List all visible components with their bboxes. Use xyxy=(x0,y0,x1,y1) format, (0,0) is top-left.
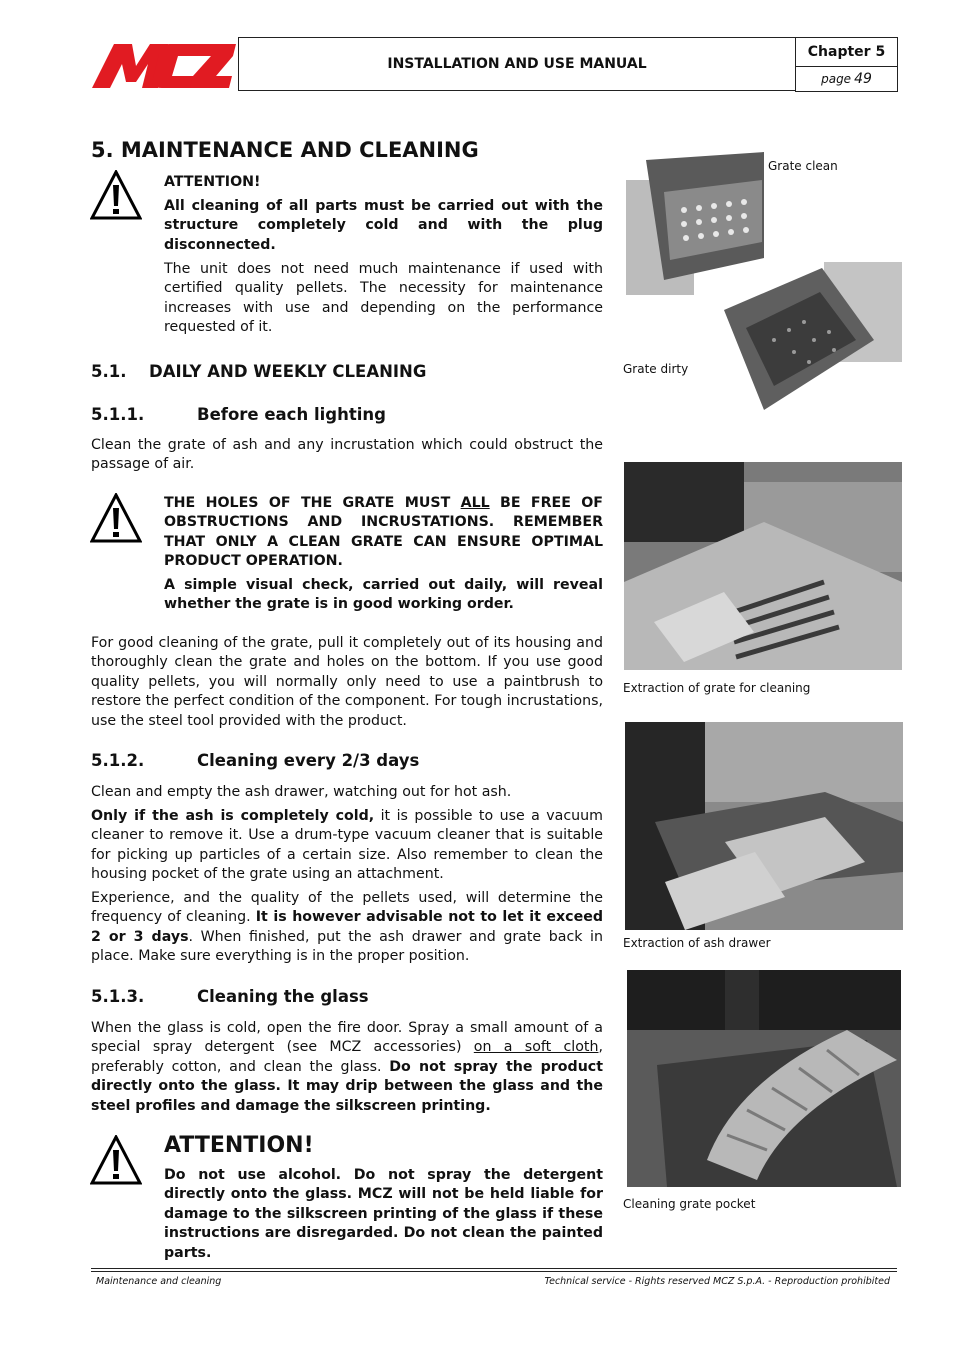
paragraph: For good cleaning of the grate, pull it completely out of its housing and thoroughly clean the grate and holes on the bottom. If you use good quality pellets, you will normally only need to use a paintbrush to restore the perfect condition of the component. For tough incrustations, use the steel tool provided with the product. xyxy=(91,635,603,729)
attention-heading: ATTENTION! xyxy=(164,1133,314,1158)
caption-grate-clean: Grate clean xyxy=(768,159,838,173)
chapter-label: Chapter 5 xyxy=(795,37,898,67)
subsubsection-title xyxy=(91,405,603,424)
footer-right: Technical service - Rights reserved MCZ S.p.A. - Reproduction prohibited xyxy=(544,1276,890,1287)
subsection-number: 5.1. xyxy=(91,362,127,381)
subsection-title-text: DAILY AND WEEKLY CLEANING xyxy=(149,362,427,381)
caption-grate-dirty: Grate dirty xyxy=(623,362,689,376)
footer-left: Maintenance and cleaning xyxy=(96,1276,222,1287)
paragraph: Clean the grate of ash and any incrustation which could obstruct the passage of air. xyxy=(91,437,603,473)
paragraph: When the glass is cold, open the fire door. Spray a small amount of a special spray detergent (see MCZ accessories) on a soft cloth, preferably cotton, and clean the glass. Do not spray the product directly onto the glass. It may drip between the glass and the steel profiles and damage the silkscreen printing. xyxy=(91,1020,604,1114)
attention-text: Do not use alcohol. Do not spray the detergent directly onto the glass. MCZ will not be held liable for damage to the silkscreen printing of the glass if these instructions are disregarded. Do not clean the painted parts. xyxy=(164,1167,603,1261)
subsubsection-number: 5.1.3. xyxy=(91,987,145,1006)
caption-ash-drawer: Extraction of ash drawer xyxy=(623,936,771,950)
footer-rule xyxy=(91,1271,897,1272)
page-label: page xyxy=(821,72,852,86)
paragraph: Experience, and the quality of the pellets used, will determine the frequency of cleaning. It is however advisable not to let it exceed 2 or 3 days. When finished, put the ash drawer and grate back in place. Make sure everything is in the proper position. xyxy=(91,890,603,965)
attention-label: ATTENTION! xyxy=(164,174,261,190)
grate-extraction-photo xyxy=(624,462,902,670)
header-title: INSTALLATION AND USE MANUAL xyxy=(238,37,796,91)
subsubsection-title xyxy=(91,751,603,770)
warning-icon xyxy=(90,170,142,220)
subsubsection-title-text: Before each lighting xyxy=(197,405,386,424)
page-number-value: 49 xyxy=(854,71,872,87)
subsubsection-number: 5.1.2. xyxy=(91,751,145,770)
section-title: 5. MAINTENANCE AND CLEANING xyxy=(91,138,479,162)
subsubsection-title xyxy=(91,987,603,1006)
subsubsection-number: 5.1.1. xyxy=(91,405,145,424)
paragraph: Clean and empty the ash drawer, watching out for hot ash. xyxy=(91,784,512,800)
subsection-title xyxy=(91,362,603,381)
subsubsection-title-text: Cleaning every 2/3 days xyxy=(197,751,420,770)
footer-rule xyxy=(91,1268,897,1269)
ash-drawer-photo xyxy=(625,722,903,930)
subsubsection-title-text: Cleaning the glass xyxy=(197,987,369,1006)
warning-icon xyxy=(90,1135,142,1185)
vacuum-cleaning-photo xyxy=(627,970,901,1187)
mcz-logo xyxy=(92,44,236,88)
attention-body-text: The unit does not need much maintenance if used with certified quality pellets. The necessity for maintenance increases with use and depending on the performance requested of it. xyxy=(164,261,603,336)
paragraph: Only if the ash is completely cold, it is possible to use a vacuum cleaner to remove it. Use a drum-type vacuum cleaner that is suitable for picking up particles of a certain size. Also remember to clean the housing pocket of the grate using an attachment. xyxy=(91,808,603,883)
warning-icon xyxy=(90,493,142,543)
grate-warning-text: THE HOLES OF THE GRATE MUST ALL BE FREE OF OBSTRUCTIONS AND INCRUSTATIONS. REMEMBER THAT ONLY A CLEAN GRATE CAN ENSURE OPTIMAL PRODUCT OPERATION. xyxy=(164,495,603,570)
page-number xyxy=(795,66,898,92)
caption-grate-extraction: Extraction of grate for cleaning xyxy=(623,681,811,695)
caption-cleaning-pocket: Cleaning grate pocket xyxy=(623,1197,756,1211)
visual-check-text: A simple visual check, carried out daily, will reveal whether the grate is in good working order. xyxy=(164,577,603,613)
attention-bold-text: All cleaning of all parts must be carried out with the structure completely cold and with the plug disconnected. xyxy=(164,198,603,253)
